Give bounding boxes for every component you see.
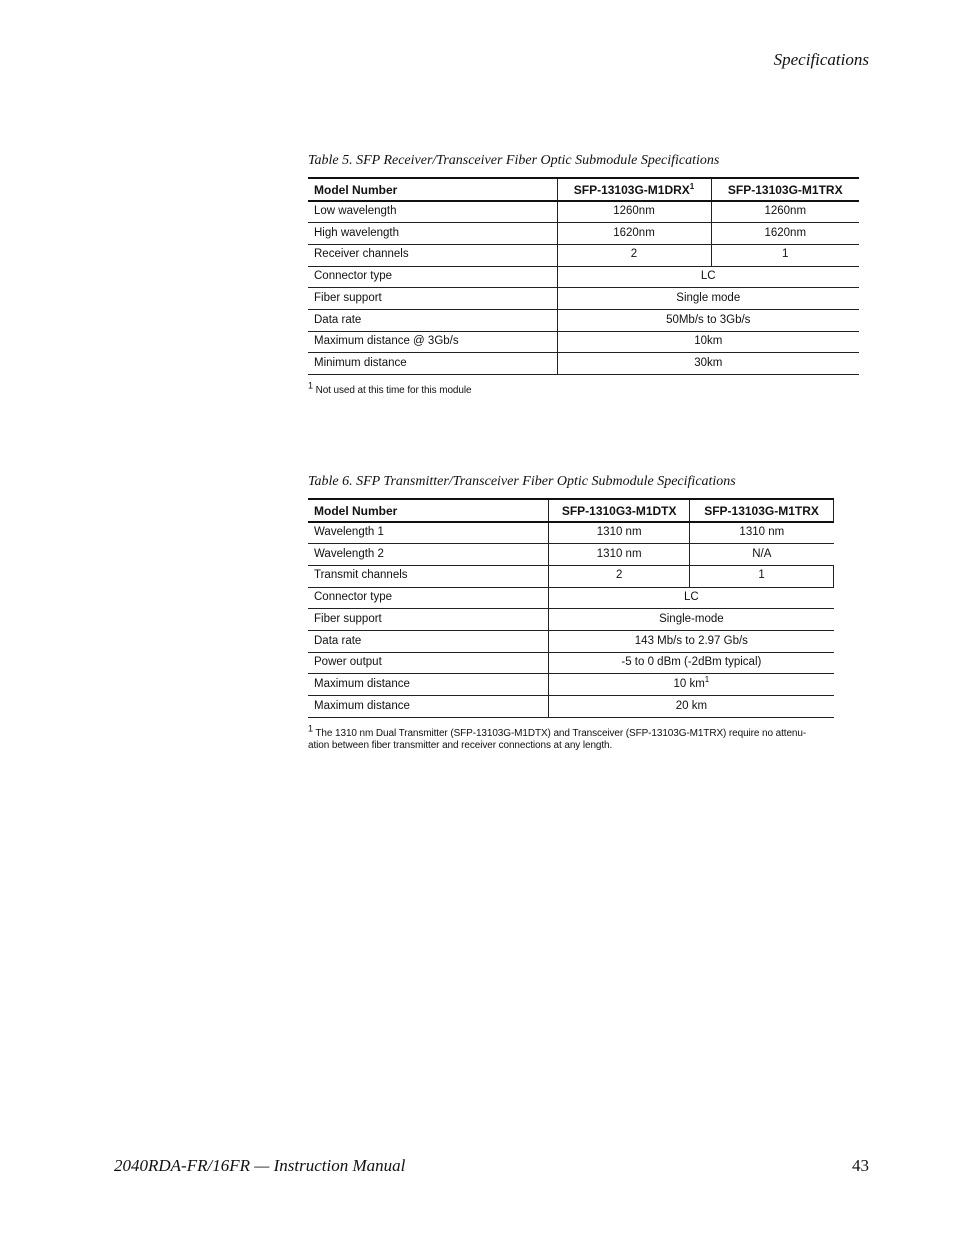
table-cell: 2 (557, 244, 711, 266)
table-cell: 1620nm (557, 223, 711, 245)
table-cell: 1310 nm (690, 522, 834, 544)
table-cell: 20 km (549, 696, 834, 718)
column-header: SFP-13103G-M1TRX (690, 499, 834, 522)
page-number: 43 (852, 1156, 869, 1175)
table-cell: LC (557, 266, 859, 288)
table-row (308, 674, 834, 696)
row-label: Connector type (308, 266, 557, 288)
table-cell: 1 (690, 565, 834, 587)
table6-caption: Table 6. SFP Transmitter/Transceiver Fiber Optic Submodule Specifications (308, 474, 736, 489)
row-label: Maximum distance (308, 674, 549, 696)
running-footer-title: 2040RDA-FR/16FR — Instruction Manual (114, 1156, 406, 1175)
table-cell: 10km (557, 331, 859, 353)
table-cell: Single-mode (549, 609, 834, 631)
footnote-text: The 1310 nm Dual Transmitter (SFP-13103G-M1DTX) and Transceiver (SFP-13103G-M1TRX) require no attenu-ation between fiber transmitter and receiver connections at any length. (308, 728, 807, 751)
table-row (308, 309, 859, 331)
table-row (308, 544, 834, 566)
table-row (308, 522, 834, 544)
table-row (308, 587, 834, 609)
table-row (308, 201, 859, 223)
row-label: Minimum distance (308, 353, 557, 375)
table-cell: 1260nm (557, 201, 711, 223)
table-cell: 1620nm (711, 223, 859, 245)
table-cell: 2 (549, 565, 690, 587)
table-row (308, 630, 834, 652)
table5 (308, 177, 859, 375)
table-cell: 1310 nm (549, 544, 690, 566)
row-label: Connector type (308, 587, 549, 609)
table-row (308, 652, 834, 674)
column-header: Model Number (308, 178, 557, 201)
row-label: Maximum distance (308, 696, 549, 718)
row-label: Power output (308, 652, 549, 674)
row-label: Maximum distance @ 3Gb/s (308, 331, 557, 353)
row-label: Transmit channels (308, 565, 549, 587)
table-cell: Single mode (557, 288, 859, 310)
footnote-text: Not used at this time for this module (315, 385, 472, 396)
row-label: Wavelength 1 (308, 522, 549, 544)
table-cell: 1260nm (711, 201, 859, 223)
table-cell: 1 (711, 244, 859, 266)
footnote-marker: 1 (689, 181, 695, 191)
table6 (308, 498, 834, 718)
table5-footnote (308, 380, 818, 397)
table-row (308, 266, 859, 288)
row-label: Data rate (308, 309, 557, 331)
footnote-marker: 1 (308, 723, 313, 734)
table-cell: 143 Mb/s to 2.97 Gb/s (549, 630, 834, 652)
row-label: Wavelength 2 (308, 544, 549, 566)
table-row (308, 353, 859, 375)
footnote-marker: 1 (308, 380, 313, 391)
table-row (308, 609, 834, 631)
table-cell: 50Mb/s to 3Gb/s (557, 309, 859, 331)
table-row (308, 223, 859, 245)
row-label: High wavelength (308, 223, 557, 245)
row-label: Fiber support (308, 288, 557, 310)
footnote-marker: 1 (704, 675, 710, 685)
row-label: Low wavelength (308, 201, 557, 223)
table-row (308, 244, 859, 266)
running-header: Specifications (773, 50, 869, 69)
table-header-row (308, 178, 859, 201)
table-cell: LC (549, 587, 834, 609)
table-cell: 10 $km^1$ (549, 674, 834, 696)
column-header: Model Number (308, 499, 549, 522)
table-row (308, 288, 859, 310)
column-header: SFP-13103G-M1TRX (711, 178, 859, 201)
table-cell: 30km (557, 353, 859, 375)
table5-caption: Table 5. SFP Receiver/Transceiver Fiber Optic Submodule Specifications (308, 153, 720, 168)
table-cell: N/A (690, 544, 834, 566)
row-label: Receiver channels (308, 244, 557, 266)
table-cell: -5 to 0 dBm (-2dBm typical) (549, 652, 834, 674)
table-cell: 1310 nm (549, 522, 690, 544)
column-header: SFP-1310G3-M1DTX (549, 499, 690, 522)
table-header-row (308, 499, 834, 522)
row-label: Fiber support (308, 609, 549, 631)
table-row (308, 331, 859, 353)
table-row (308, 696, 834, 718)
row-label: Data rate (308, 630, 549, 652)
table-row (308, 565, 834, 587)
table6-footnote (308, 723, 818, 752)
column-header: SFP-13103G-M1DRX$^1$ (557, 178, 711, 201)
